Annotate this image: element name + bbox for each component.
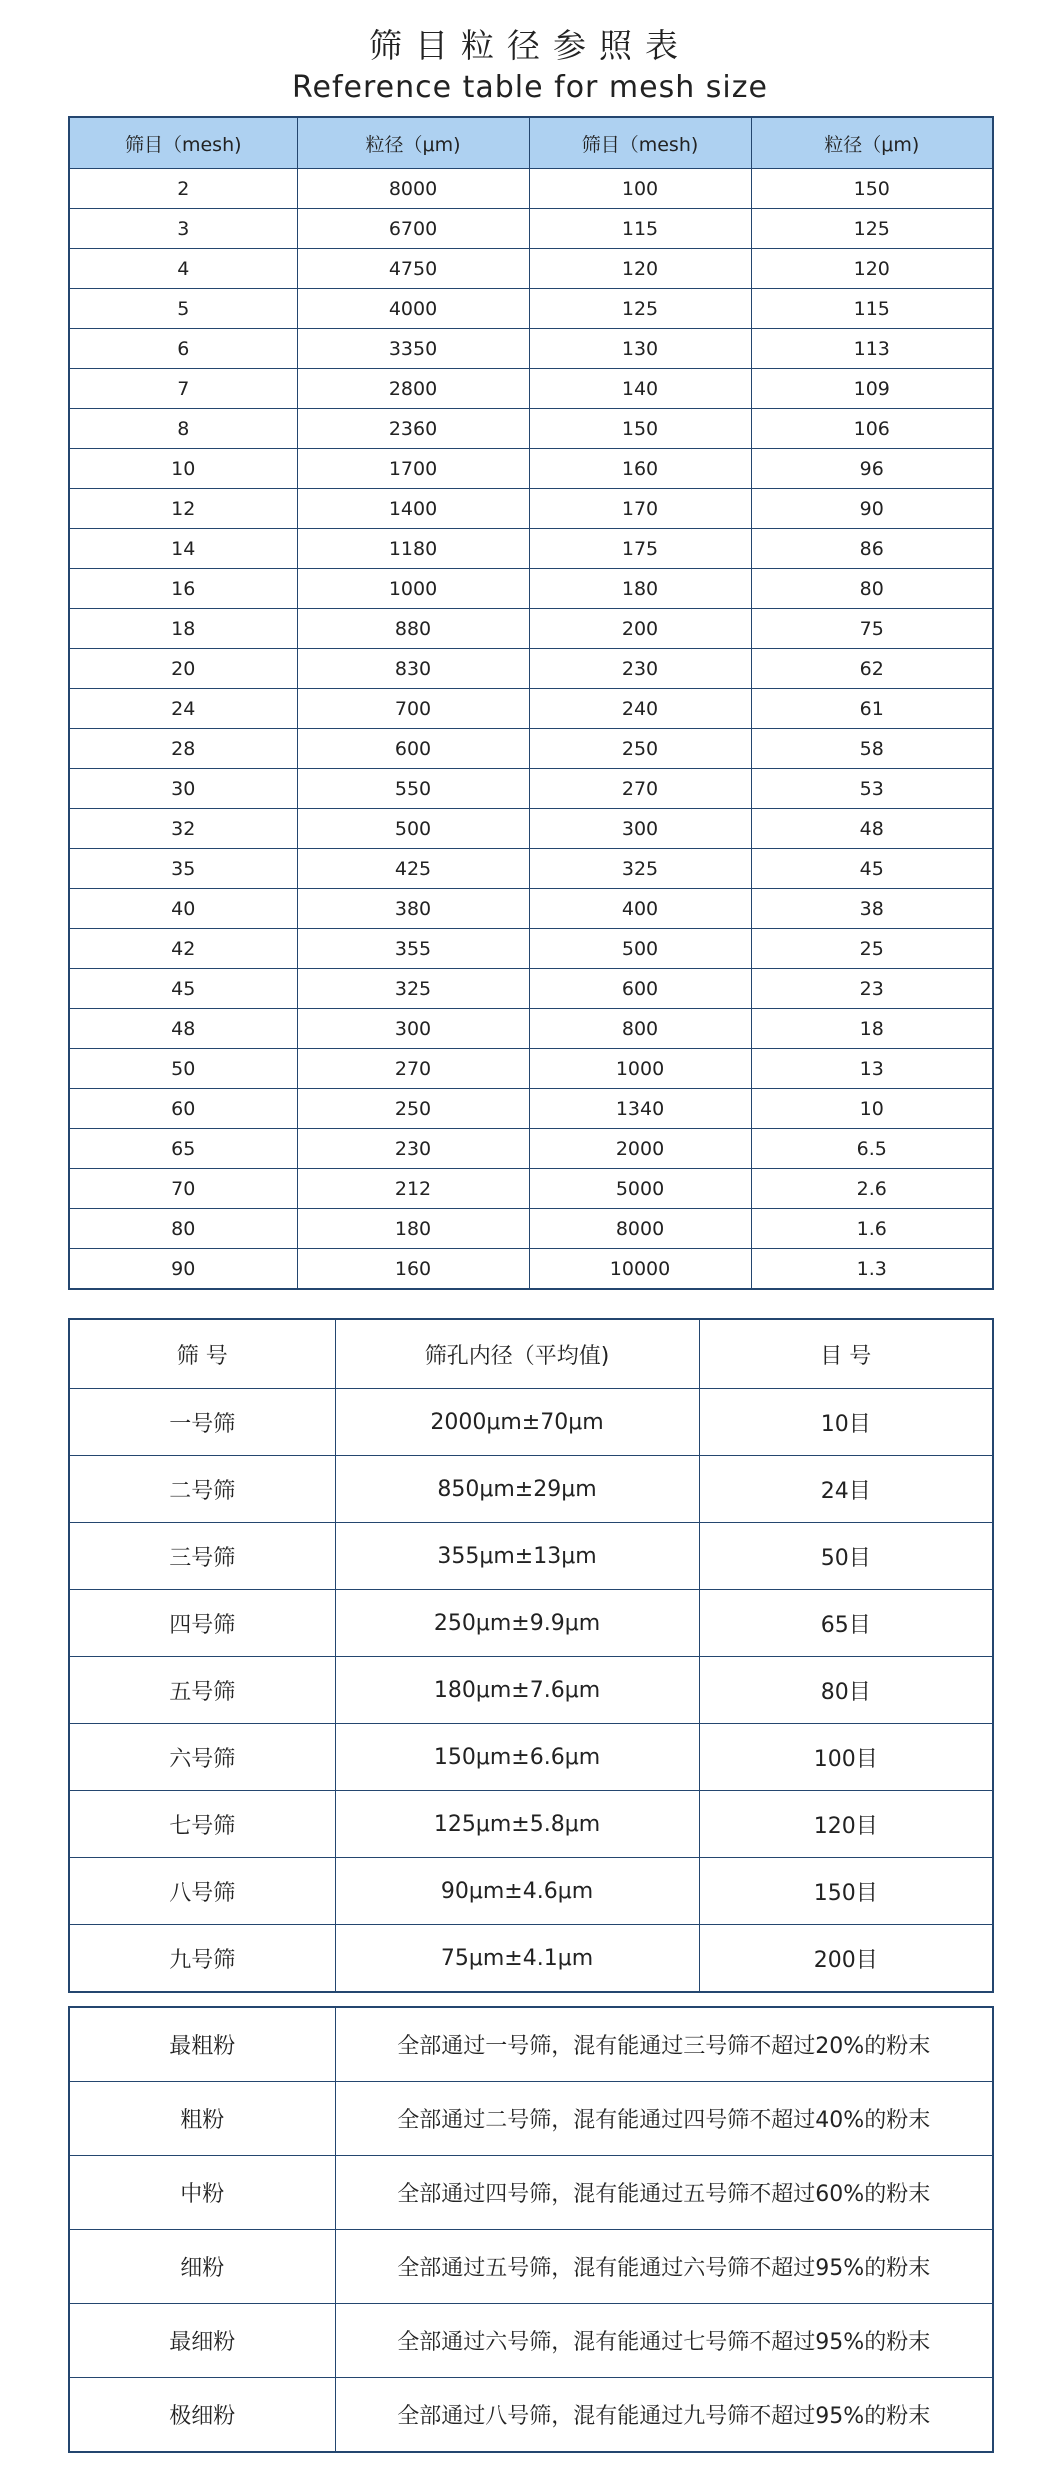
table-cell: 180μm±7.6μm [335,1657,699,1724]
table-cell: 500 [297,809,529,849]
table-cell: 58 [751,729,993,769]
table-cell: 70 [69,1169,297,1209]
table-row [69,969,993,1009]
table-cell: 六号筛 [69,1724,335,1791]
table-cell: 5000 [529,1169,751,1209]
table-cell: 300 [297,1009,529,1049]
table-cell: 一号筛 [69,1389,335,1456]
table-cell: 1000 [529,1049,751,1089]
table-cell: 230 [297,1129,529,1169]
table-cell: 80 [69,1209,297,1249]
table-row [69,1169,993,1209]
table-row [69,1209,993,1249]
table-cell: 极细粉 [69,2378,335,2453]
table-cell: 75μm±4.1μm [335,1925,699,1993]
table-cell: 65 [69,1129,297,1169]
table-cell: 200 [529,609,751,649]
table-cell: 180 [297,1209,529,1249]
table-cell: 150目 [699,1858,993,1925]
table-cell: 86 [751,529,993,569]
table-cell: 2360 [297,409,529,449]
header-mesh-2: 筛目（mesh) [529,117,751,169]
table-cell: 1180 [297,529,529,569]
table-cell: 90 [751,489,993,529]
table-row [69,2082,993,2156]
table-cell: 150 [751,169,993,209]
table-cell: 90 [69,1249,297,1290]
table-cell: 175 [529,529,751,569]
table-row [69,1389,993,1456]
table-cell: 125 [751,209,993,249]
table-cell: 全部通过八号筛，混有能通过九号筛不超过95%的粉末 [335,2378,993,2453]
table-cell: 325 [297,969,529,1009]
table-cell: 6700 [297,209,529,249]
table-cell: 160 [529,449,751,489]
table-cell: 850μm±29μm [335,1456,699,1523]
table-cell: 25 [751,929,993,969]
table-row [69,329,993,369]
table-cell: 355 [297,929,529,969]
table-cell: 800 [529,1009,751,1049]
table-cell: 120 [529,249,751,289]
table-row [69,729,993,769]
table-cell: 28 [69,729,297,769]
table-row [69,209,993,249]
table-cell: 200目 [699,1925,993,1993]
table-row [69,849,993,889]
table-cell: 53 [751,769,993,809]
table-cell: 1340 [529,1089,751,1129]
table-row [69,1858,993,1925]
table-cell: 250 [297,1089,529,1129]
table-cell: 九号筛 [69,1925,335,1993]
table-row [69,2304,993,2378]
table-cell: 最粗粉 [69,2007,335,2082]
mesh-table-header-row [69,117,993,169]
table-cell: 5 [69,289,297,329]
table-cell: 880 [297,609,529,649]
table-cell: 2.6 [751,1169,993,1209]
table-cell: 4000 [297,289,529,329]
table-cell: 62 [751,649,993,689]
table-row [69,609,993,649]
table-cell: 115 [529,209,751,249]
table-cell: 50 [69,1049,297,1089]
header-size-2: 粒径（μm) [751,117,993,169]
table-cell: 65目 [699,1590,993,1657]
table-cell: 115 [751,289,993,329]
table-cell: 粗粉 [69,2082,335,2156]
table-row [69,889,993,929]
table-cell: 24 [69,689,297,729]
table-cell: 700 [297,689,529,729]
table-cell: 38 [751,889,993,929]
table-cell: 380 [297,889,529,929]
table-cell: 61 [751,689,993,729]
table-cell: 270 [529,769,751,809]
table-cell: 10目 [699,1389,993,1456]
page-title-chinese: 筛目粒径参照表 [369,26,691,65]
table-row [69,489,993,529]
table-row [69,1456,993,1523]
table-cell: 四号筛 [69,1590,335,1657]
table-cell: 180 [529,569,751,609]
table-cell: 250 [529,729,751,769]
table-row [69,2156,993,2230]
table-cell: 150 [529,409,751,449]
table-cell: 48 [69,1009,297,1049]
table-cell: 2000μm±70μm [335,1389,699,1456]
table-cell: 230 [529,649,751,689]
table-cell: 中粉 [69,2156,335,2230]
powder-grade-table [68,2006,994,2453]
page-title-english: Reference table for mesh size [292,70,768,105]
table-cell: 32 [69,809,297,849]
table-cell: 23 [751,969,993,1009]
table-cell: 全部通过六号筛，混有能通过七号筛不超过95%的粉末 [335,2304,993,2378]
table-cell: 2 [69,169,297,209]
table-cell: 80目 [699,1657,993,1724]
table-cell: 240 [529,689,751,729]
table-row [69,1925,993,1993]
table-cell: 50目 [699,1523,993,1590]
table-cell: 8000 [297,169,529,209]
table-row [69,1049,993,1089]
table-cell: 1.6 [751,1209,993,1249]
table-row [69,169,993,209]
sieve-table-header-row [69,1319,993,1389]
table-cell: 300 [529,809,751,849]
header-mesh-number: 目 号 [699,1319,993,1389]
sieve-number-table [68,1318,994,1993]
table-cell: 106 [751,409,993,449]
table-cell: 80 [751,569,993,609]
table-cell: 6.5 [751,1129,993,1169]
table-cell: 45 [751,849,993,889]
table-cell: 325 [529,849,751,889]
table-cell: 10 [69,449,297,489]
table-cell: 140 [529,369,751,409]
table-row [69,1657,993,1724]
table-cell: 全部通过五号筛，混有能通过六号筛不超过95%的粉末 [335,2230,993,2304]
table-cell: 500 [529,929,751,969]
table-row [69,1791,993,1858]
table-cell: 600 [297,729,529,769]
table-cell: 七号筛 [69,1791,335,1858]
table-cell: 400 [529,889,751,929]
table-cell: 355μm±13μm [335,1523,699,1590]
table-cell: 4750 [297,249,529,289]
table-row [69,1009,993,1049]
table-cell: 1700 [297,449,529,489]
table-cell: 8 [69,409,297,449]
mesh-size-table [68,116,994,1290]
table-row [69,409,993,449]
table-cell: 全部通过二号筛，混有能通过四号筛不超过40%的粉末 [335,2082,993,2156]
header-sieve-number: 筛 号 [69,1319,335,1389]
table-cell: 42 [69,929,297,969]
powder-table-body [69,2007,993,2452]
table-cell: 14 [69,529,297,569]
table-row [69,1129,993,1169]
table-cell: 30 [69,769,297,809]
table-cell: 100 [529,169,751,209]
table-cell: 45 [69,969,297,1009]
table-row [69,1590,993,1657]
table-row [69,249,993,289]
table-row [69,2230,993,2304]
table-cell: 18 [69,609,297,649]
table-cell: 五号筛 [69,1657,335,1724]
table-cell: 全部通过四号筛，混有能通过五号筛不超过60%的粉末 [335,2156,993,2230]
table-cell: 96 [751,449,993,489]
table-cell: 250μm±9.9μm [335,1590,699,1657]
table-cell: 20 [69,649,297,689]
table-row [69,369,993,409]
mesh-table-body [69,169,993,1290]
header-size-1: 粒径（μm) [297,117,529,169]
table-cell: 10 [751,1089,993,1129]
table-row [69,569,993,609]
table-row [69,1089,993,1129]
table-cell: 13 [751,1049,993,1089]
table-cell: 75 [751,609,993,649]
table-cell: 三号筛 [69,1523,335,1590]
table-cell: 2800 [297,369,529,409]
table-cell: 全部通过一号筛，混有能通过三号筛不超过20%的粉末 [335,2007,993,2082]
table-cell: 830 [297,649,529,689]
table-cell: 600 [529,969,751,1009]
table-row [69,289,993,329]
table-cell: 8000 [529,1209,751,1249]
table-row [69,769,993,809]
table-cell: 4 [69,249,297,289]
table-cell: 90μm±4.6μm [335,1858,699,1925]
table-cell: 10000 [529,1249,751,1290]
table-cell: 100目 [699,1724,993,1791]
table-cell: 二号筛 [69,1456,335,1523]
table-row [69,2378,993,2453]
table-cell: 细粉 [69,2230,335,2304]
table-cell: 35 [69,849,297,889]
table-row [69,1724,993,1791]
table-cell: 3350 [297,329,529,369]
table-row [69,529,993,569]
table-cell: 最细粉 [69,2304,335,2378]
table-cell: 212 [297,1169,529,1209]
table-row [69,689,993,729]
table-cell: 130 [529,329,751,369]
table-cell: 113 [751,329,993,369]
sieve-table-body [69,1389,993,1993]
table-cell: 1.3 [751,1249,993,1290]
table-cell: 24目 [699,1456,993,1523]
table-cell: 160 [297,1249,529,1290]
header-aperture: 筛孔内径（平均值) [335,1319,699,1389]
table-cell: 18 [751,1009,993,1049]
table-cell: 550 [297,769,529,809]
table-cell: 150μm±6.6μm [335,1724,699,1791]
table-cell: 60 [69,1089,297,1129]
table-cell: 12 [69,489,297,529]
table-row [69,449,993,489]
table-cell: 48 [751,809,993,849]
table-cell: 6 [69,329,297,369]
table-cell: 109 [751,369,993,409]
table-cell: 270 [297,1049,529,1089]
table-cell: 170 [529,489,751,529]
table-cell: 7 [69,369,297,409]
table-cell: 2000 [529,1129,751,1169]
table-cell: 425 [297,849,529,889]
table-row [69,809,993,849]
table-row [69,649,993,689]
table-cell: 120目 [699,1791,993,1858]
table-cell: 125μm±5.8μm [335,1791,699,1858]
table-cell: 120 [751,249,993,289]
table-cell: 16 [69,569,297,609]
table-row [69,2007,993,2082]
table-row [69,929,993,969]
table-cell: 3 [69,209,297,249]
header-mesh-1: 筛目（mesh) [69,117,297,169]
table-cell: 125 [529,289,751,329]
table-row [69,1249,993,1290]
table-cell: 八号筛 [69,1858,335,1925]
table-row [69,1523,993,1590]
table-cell: 1000 [297,569,529,609]
table-cell: 1400 [297,489,529,529]
title-block [0,24,1060,108]
table-cell: 40 [69,889,297,929]
